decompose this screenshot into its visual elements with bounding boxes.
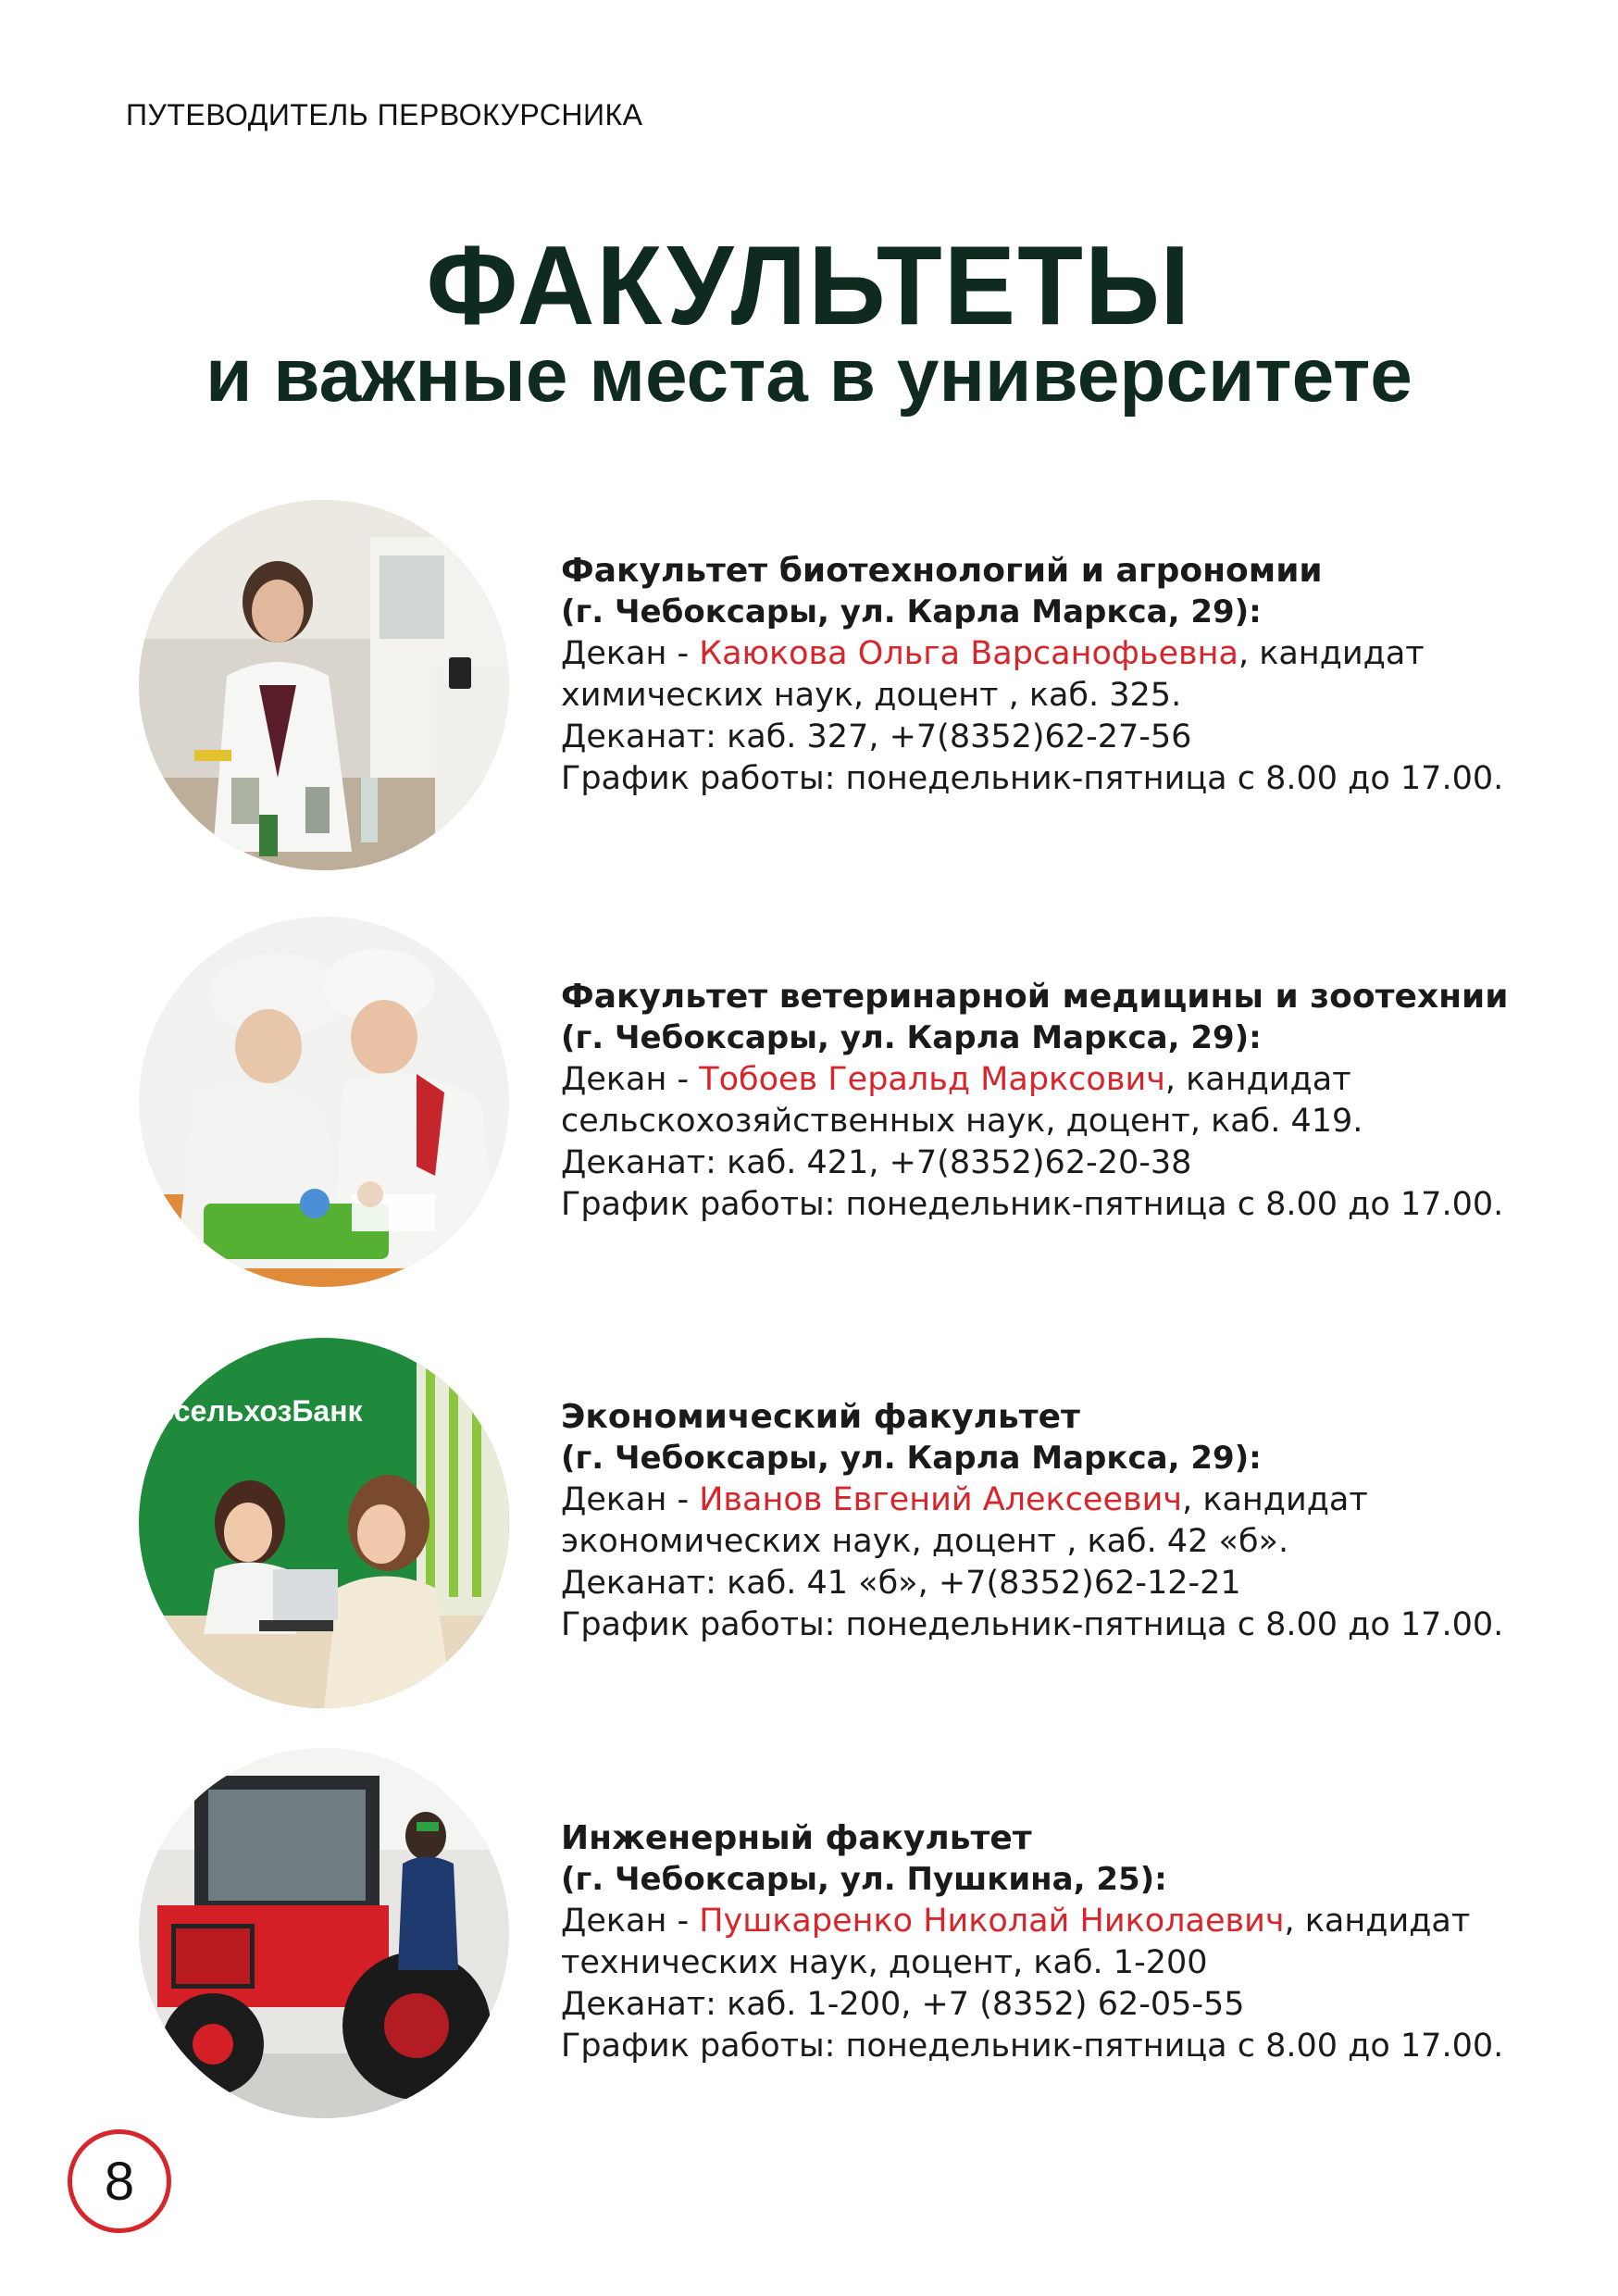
dean-name: Иванов Евгений Алексеевич (699, 1481, 1183, 1518)
dean-name: Каюкова Ольга Варсанофьевна (699, 635, 1238, 672)
faculty-address: (г. Чебоксары, ул. Карла Маркса, 29): (561, 1019, 1262, 1056)
work-schedule: График работы: понедельник-пятница с 8.00 до 17.00. (561, 2028, 1504, 2065)
faculty-photo-eng (139, 1748, 509, 2118)
dean-line (561, 1479, 1561, 1521)
dean-label: Декан - (561, 635, 700, 672)
faculty-info-eng (561, 1817, 1561, 2067)
dean-label: Декан - (561, 1481, 700, 1518)
faculty-name: Инженерный факультет (561, 1819, 1032, 1857)
work-schedule: График работы: понедельник-пятница с 8.00 до 17.00. (561, 1186, 1504, 1223)
page-subtitle: и важные места в университете (205, 333, 1413, 418)
dean-office: Деканат: каб. 1-200, +7 (8352) 62-05-55 (561, 1986, 1245, 2023)
faculty-info-econ (561, 1396, 1561, 1646)
dean-office: Деканат: каб. 421, +7(8352)62-20-38 (561, 1144, 1192, 1181)
page-title: ФАКУЛЬТЕТЫ (426, 221, 1192, 349)
bank-sign: ссельхозБанк (157, 1394, 363, 1428)
veterinary-lab-photo-icon (139, 917, 509, 1287)
faculty-photo-vet (139, 917, 509, 1287)
dean-name: Пушкаренко Николай Николаевич (699, 1903, 1285, 1940)
dean-label: Декан - (561, 1061, 700, 1098)
faculty-name: Факультет ветеринарной медицины и зоотехнии (561, 978, 1509, 1016)
faculty-photo-econ (139, 1338, 509, 1708)
work-schedule: График работы: понедельник-пятница с 8.00 до 17.00. (561, 760, 1504, 797)
faculty-address: (г. Чебоксары, ул. Пушкина, 25): (561, 1861, 1167, 1898)
faculty-address: (г. Чебоксары, ул. Карла Маркса, 29): (561, 1440, 1262, 1477)
dean-office: Деканат: каб. 41 «б», +7(8352)62-12-21 (561, 1565, 1241, 1602)
running-header: ПУТЕВОДИТЕЛЬ ПЕРВОКУРСНИКА (126, 98, 643, 131)
dean-line (561, 1901, 1561, 1942)
tractor-photo-icon (139, 1748, 509, 2118)
work-schedule: График работы: понедельник-пятница с 8.00 до 17.00. (561, 1606, 1504, 1643)
dean-office: Деканат: каб. 327, +7(8352)62-27-56 (561, 718, 1192, 755)
dean-degree: сельскохозяйственных наук, доцент, каб. 419. (561, 1103, 1363, 1140)
dean-degree-start: , кандидат (1182, 1481, 1368, 1518)
dean-degree: химических наук, доцент , каб. 325. (561, 677, 1182, 714)
dean-degree-start: , кандидат (1238, 635, 1425, 672)
dean-label: Декан - (561, 1903, 700, 1940)
page-number: 8 (68, 2129, 171, 2233)
dean-line (561, 633, 1561, 675)
faculty-photo-biotech (139, 500, 509, 870)
faculty-name: Экономический факультет (561, 1398, 1080, 1436)
dean-name: Тобоев Геральд Марксович (699, 1061, 1165, 1098)
dean-degree: технических наук, доцент, каб. 1-200 (561, 1944, 1208, 1981)
faculty-address: (г. Чебоксары, ул. Карла Маркса, 29): (561, 593, 1262, 630)
dean-degree-start: , кандидат (1164, 1061, 1351, 1098)
dean-degree-start: , кандидат (1284, 1903, 1471, 1940)
dean-line (561, 1059, 1561, 1101)
faculty-info-biotech (561, 550, 1561, 800)
bank-office-photo-icon (139, 1338, 509, 1708)
dean-degree: экономических наук, доцент , каб. 42 «б». (561, 1523, 1289, 1560)
faculty-name: Факультет биотехнологий и агрономии (561, 552, 1323, 590)
laboratory-photo-icon (139, 500, 509, 870)
faculty-info-vet (561, 976, 1561, 1226)
